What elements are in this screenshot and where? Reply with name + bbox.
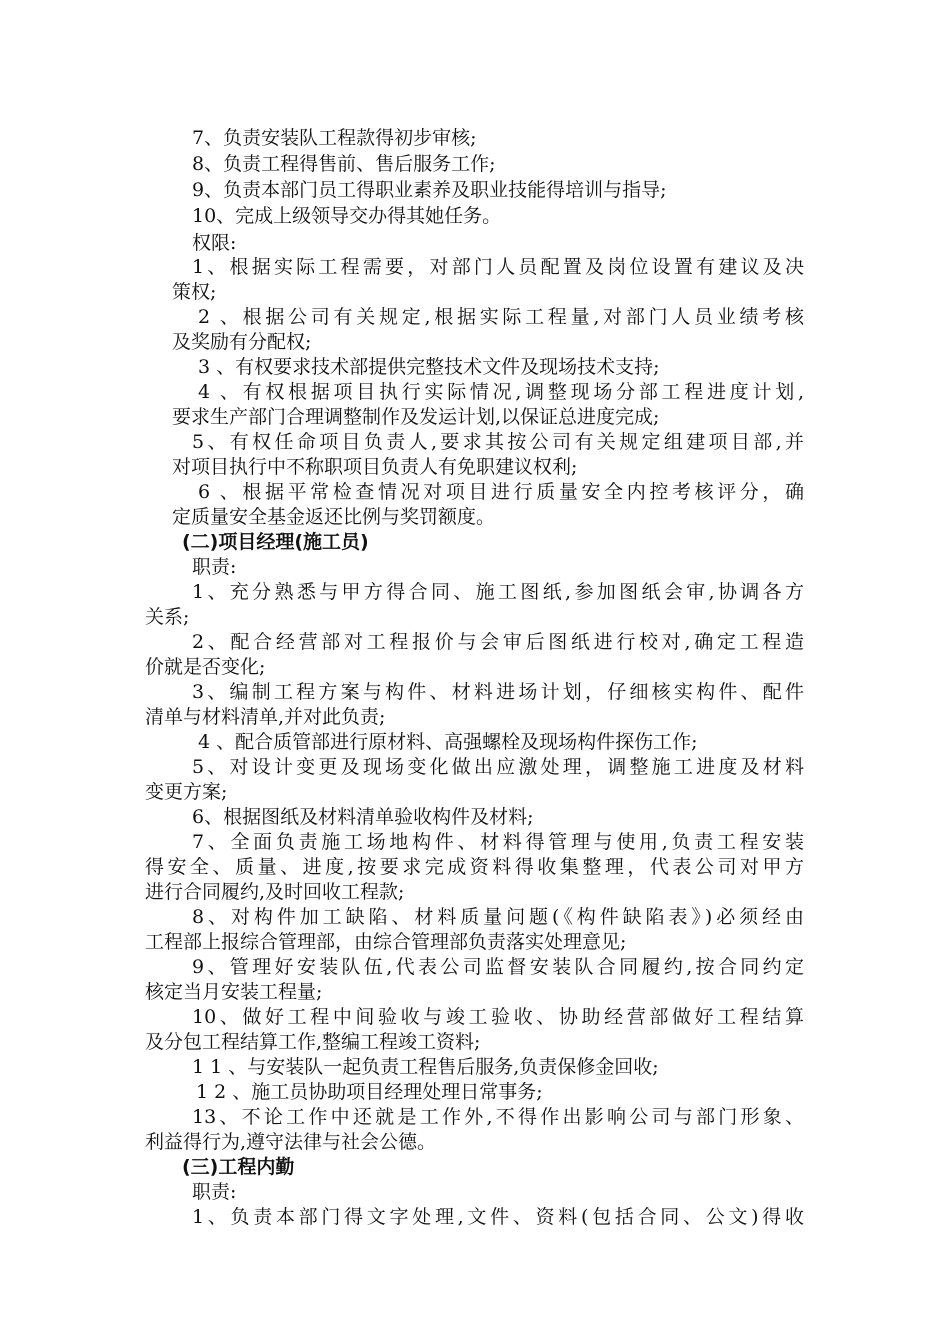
duty-label-two: 职责:: [192, 556, 237, 578]
authority-item-1-cont: 策权;: [172, 281, 217, 303]
authority-item-4-cont: 要求生产部门合理调整制作及发运计划,以保证总进度完成;: [172, 406, 660, 428]
pm-duty-8: 8、对构件加工缺陷、材料质量问题(《构件缺陷表》)必须经由: [192, 906, 804, 928]
pm-duty-5: 5、对设计变更及现场变化做出应激处理，调整施工进度及材料: [192, 756, 804, 778]
pm-duty-1: 1、充分熟悉与甲方得合同、施工图纸,参加图纸会审,协调各方: [192, 581, 804, 603]
authority-item-4: 4 、有权根据项目执行实际情况,调整现场分部工程进度计划,: [198, 381, 804, 403]
authority-label: 权限:: [192, 232, 237, 254]
section-three-heading: (三)工程内勤: [182, 1156, 295, 1178]
authority-item-3: 3 、有权要求技术部提供完整技术文件及现场技术支持;: [198, 356, 660, 378]
authority-item-2: 2 、根据公司有关规定,根据实际工程量,对部门人员业绩考核: [198, 306, 804, 328]
authority-item-2-cont: 及奖励有分配权;: [172, 331, 312, 353]
pm-duty-7: 7、全面负责施工场地构件、材料得管理与使用,负责工程安装: [192, 831, 804, 853]
pm-duty-6: 6、根据图纸及材料清单验收构件及材料;: [192, 806, 534, 828]
authority-item-5-cont: 对项目执行中不称职项目负责人有免职建议权利;: [172, 456, 578, 478]
pm-duty-8-cont: 工程部上报综合管理部，由综合管理部负责落实处理意见;: [145, 931, 627, 953]
duty-item-9: 9、负责本部门员工得职业素养及职业技能得培训与指导;: [192, 179, 667, 201]
duty-label-three: 职责:: [192, 1181, 237, 1203]
pm-duty-12: 1 2 、施工员协助项目经理处理日常事务;: [196, 1081, 543, 1103]
pm-duty-13-cont: 利益得行为,遵守法律与社会公德。: [145, 1131, 437, 1153]
authority-item-6: 6 、根据平常检查情况对项目进行质量安全内控考核评分，确: [198, 481, 804, 503]
clerk-duty-1: 1、负责本部门得文字处理,文件、资料(包括合同、公文)得收: [192, 1206, 804, 1228]
section-two-heading: (二)项目经理(施工员): [182, 531, 369, 553]
authority-item-6-cont: 定质量安全基金返还比例与奖罚额度。: [172, 506, 496, 528]
pm-duty-9: 9、管理好安装队伍,代表公司监督安装队合同履约,按合同约定: [192, 956, 804, 978]
duty-item-10: 10、完成上级领导交办得其她任务。: [192, 205, 502, 227]
authority-item-1: 1、根据实际工程需要，对部门人员配置及岗位设置有建议及决: [192, 256, 804, 278]
pm-duty-1-cont: 关系;: [145, 606, 190, 628]
pm-duty-2-cont: 价就是否变化;: [145, 656, 266, 678]
pm-duty-4: 4 、配合质管部进行原材料、高强螺栓及现场构件探伤工作;: [198, 731, 698, 753]
pm-duty-2: 2、配合经营部对工程报价与会审后图纸进行校对,确定工程造: [192, 631, 804, 653]
pm-duty-7-cont: 得安全、质量、进度,按要求完成资料得收集整理，代表公司对甲方: [145, 856, 804, 878]
pm-duty-9-cont: 核定当月安装工程量;: [145, 981, 323, 1003]
pm-duty-13: 13、不论工作中还就是工作外,不得作出影响公司与部门形象、: [192, 1106, 804, 1128]
pm-duty-11: 1 1 、与安装队一起负责工程售后服务,负责保修金回收;: [192, 1056, 659, 1078]
pm-duty-10-cont: 及分包工程结算工作,整编工程竣工资料;: [145, 1031, 481, 1053]
pm-duty-10: 10、做好工程中间验收与竣工验收、协助经营部做好工程结算: [192, 1006, 804, 1028]
pm-duty-7-cont2: 进行合同履约,及时回收工程款;: [145, 881, 405, 903]
pm-duty-3: 3、编制工程方案与构件、材料进场计划，仔细核实构件、配件: [192, 681, 804, 703]
duty-item-7: 7、负责安装队工程款得初步审核;: [192, 127, 477, 149]
duty-item-8: 8、负责工程得售前、售后服务工作;: [192, 153, 496, 175]
pm-duty-5-cont: 变更方案;: [145, 781, 228, 803]
pm-duty-3-cont: 清单与材料清单,并对此负责;: [145, 706, 386, 728]
authority-item-5: 5、有权任命项目负责人,要求其按公司有关规定组建项目部,并: [192, 431, 804, 453]
